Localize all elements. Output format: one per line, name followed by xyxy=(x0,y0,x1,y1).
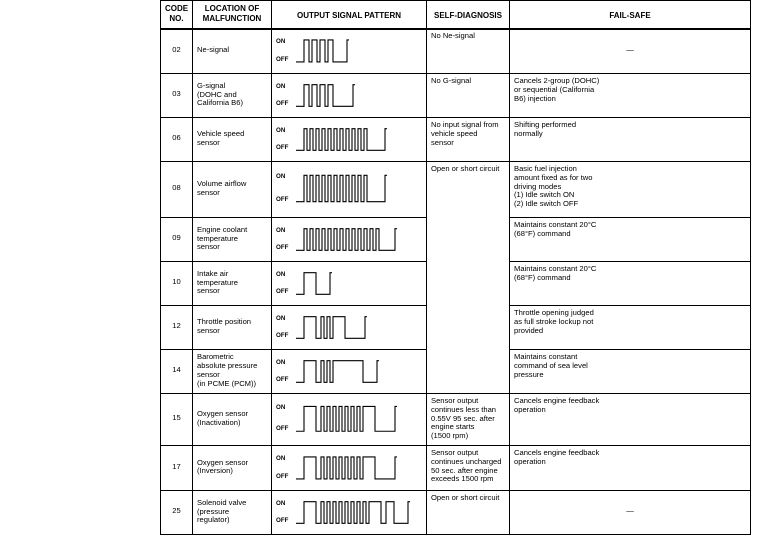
signal-on-label: ON xyxy=(276,126,286,134)
signal-trace xyxy=(296,40,349,62)
signal-off-label: OFF xyxy=(276,425,289,433)
col-border xyxy=(192,0,193,535)
row-border xyxy=(160,490,751,491)
col-border xyxy=(160,0,161,535)
row-location: Ne-signal xyxy=(197,45,230,55)
signal-trace xyxy=(296,361,379,383)
col-border xyxy=(509,0,510,535)
row-location: Oxygen sensor (Inactivation) xyxy=(197,409,249,427)
header-output-signal-pattern: OUTPUT SIGNAL PATTERN xyxy=(297,11,401,20)
row-self-diagnosis: No Ne-signal xyxy=(431,31,475,40)
header-self-diagnosis: SELF-DIAGNOSIS xyxy=(433,11,502,20)
signal-on-label: ON xyxy=(276,358,286,366)
signal-trace xyxy=(296,85,355,107)
col-border xyxy=(750,0,751,535)
row-location: Engine coolant temperature sensor xyxy=(197,224,248,252)
signal-on-label: ON xyxy=(276,37,286,45)
signal-off-label: OFF xyxy=(276,55,289,63)
row-location: G-signal (DOHC and California B6) xyxy=(197,80,244,108)
signal-trace xyxy=(296,175,387,201)
row-self-diagnosis: No input signal from vehicle speed sensor xyxy=(431,120,499,147)
signal-off-label: OFF xyxy=(276,517,289,525)
row-border xyxy=(509,305,751,306)
signal-waveform xyxy=(160,0,161,1)
signal-off-label: OFF xyxy=(276,332,289,340)
signal-trace xyxy=(296,317,367,339)
signal-on-label: ON xyxy=(276,454,286,462)
row-self-diagnosis: Sensor output continues uncharged 50 sec. after engine exceeds 1500 rpm xyxy=(431,448,502,484)
signal-on-label: ON xyxy=(276,314,286,322)
row-location: Intake air temperature sensor xyxy=(197,268,238,296)
row-self-diagnosis: Open or short circuit xyxy=(431,493,500,502)
signal-off-label: OFF xyxy=(276,472,289,480)
row-fail-safe: Cancels engine feedback operation xyxy=(514,396,600,414)
row-fail-safe: — xyxy=(626,44,634,54)
row-fail-safe: Maintains constant command of sea level pressure xyxy=(514,352,588,379)
signal-on-label: ON xyxy=(276,270,286,278)
row-code: 09 xyxy=(172,233,181,242)
signal-trace xyxy=(296,129,387,151)
row-border xyxy=(160,445,751,446)
row-code: 25 xyxy=(172,506,181,515)
signal-off-label: OFF xyxy=(276,195,289,203)
signal-off-label: OFF xyxy=(276,376,289,384)
header-border xyxy=(160,28,751,30)
row-border xyxy=(160,0,751,1)
row-code: 14 xyxy=(172,365,181,374)
row-border xyxy=(160,217,426,218)
signal-off-label: OFF xyxy=(276,288,289,296)
row-border xyxy=(160,73,751,74)
row-location: Barometric absolute pressure sensor (in PCME (PCM)) xyxy=(197,352,258,388)
row-fail-safe: Throttle opening judged as full stroke lockup not provided xyxy=(514,308,594,335)
row-border xyxy=(160,117,751,118)
row-fail-safe: Cancels 2-group (DOHC) or sequential (California B6) injection xyxy=(514,76,600,103)
row-self-diagnosis: Open or short circuit xyxy=(431,164,500,173)
malfunction-code-table xyxy=(160,0,751,535)
row-code: 10 xyxy=(172,277,181,286)
signal-on-label: ON xyxy=(276,499,286,507)
row-code: 17 xyxy=(172,461,181,471)
row-fail-safe: Maintains constant 20°C (68°F) command xyxy=(514,220,597,238)
row-code: 12 xyxy=(172,321,181,330)
row-border xyxy=(509,217,751,218)
row-location: Oxygen sensor (Inversion) xyxy=(197,457,249,476)
signal-off-label: OFF xyxy=(276,100,289,108)
header-fail-safe: FAIL-SAFE xyxy=(609,11,651,20)
row-location: Solenoid valve (pressure regulator) xyxy=(197,497,247,525)
signal-trace xyxy=(296,406,397,431)
row-code: 08 xyxy=(172,183,181,192)
signal-off-label: OFF xyxy=(276,244,289,252)
row-fail-safe: Shifting performed normally xyxy=(514,120,577,138)
row-location: Throttle position sensor xyxy=(197,317,252,335)
row-border xyxy=(160,161,751,162)
col-border xyxy=(271,0,272,535)
row-code: 15 xyxy=(172,413,181,422)
header-location: LOCATION OF MALFUNCTION xyxy=(202,4,262,23)
row-code: 06 xyxy=(172,133,181,142)
signal-off-label: OFF xyxy=(276,144,289,152)
row-location: Volume airflow sensor xyxy=(197,179,247,197)
row-fail-safe: Basic fuel injection amount fixed as for two driving modes (1) Idle switch ON (2) Idle switch OFF xyxy=(514,164,593,209)
row-fail-safe: Maintains constant 20°C (68°F) command xyxy=(514,264,597,282)
signal-on-label: ON xyxy=(276,173,286,181)
col-border xyxy=(426,0,427,535)
signal-trace xyxy=(296,273,332,295)
row-border xyxy=(509,261,751,262)
row-fail-safe: Cancels engine feedback operation xyxy=(514,448,600,466)
row-border xyxy=(509,349,751,350)
row-code: 02 xyxy=(172,44,181,54)
row-self-diagnosis: Sensor output continues less than 0.55V 95 sec. after engine starts (1500 rpm) xyxy=(431,396,497,441)
row-fail-safe: — xyxy=(626,506,634,515)
row-border xyxy=(160,349,426,350)
row-border xyxy=(160,305,426,306)
row-code: 03 xyxy=(172,89,181,98)
signal-trace xyxy=(296,229,397,251)
row-location: Vehicle speed sensor xyxy=(197,129,245,147)
row-self-diagnosis: No G-signal xyxy=(431,76,472,85)
signal-on-label: ON xyxy=(276,226,286,234)
signal-trace xyxy=(296,502,410,524)
signal-on-label: ON xyxy=(276,404,286,412)
row-border xyxy=(160,393,751,394)
row-border xyxy=(160,261,426,262)
signal-on-label: ON xyxy=(276,82,286,90)
header-code: CODE NO. xyxy=(164,4,189,23)
signal-trace xyxy=(296,457,397,479)
